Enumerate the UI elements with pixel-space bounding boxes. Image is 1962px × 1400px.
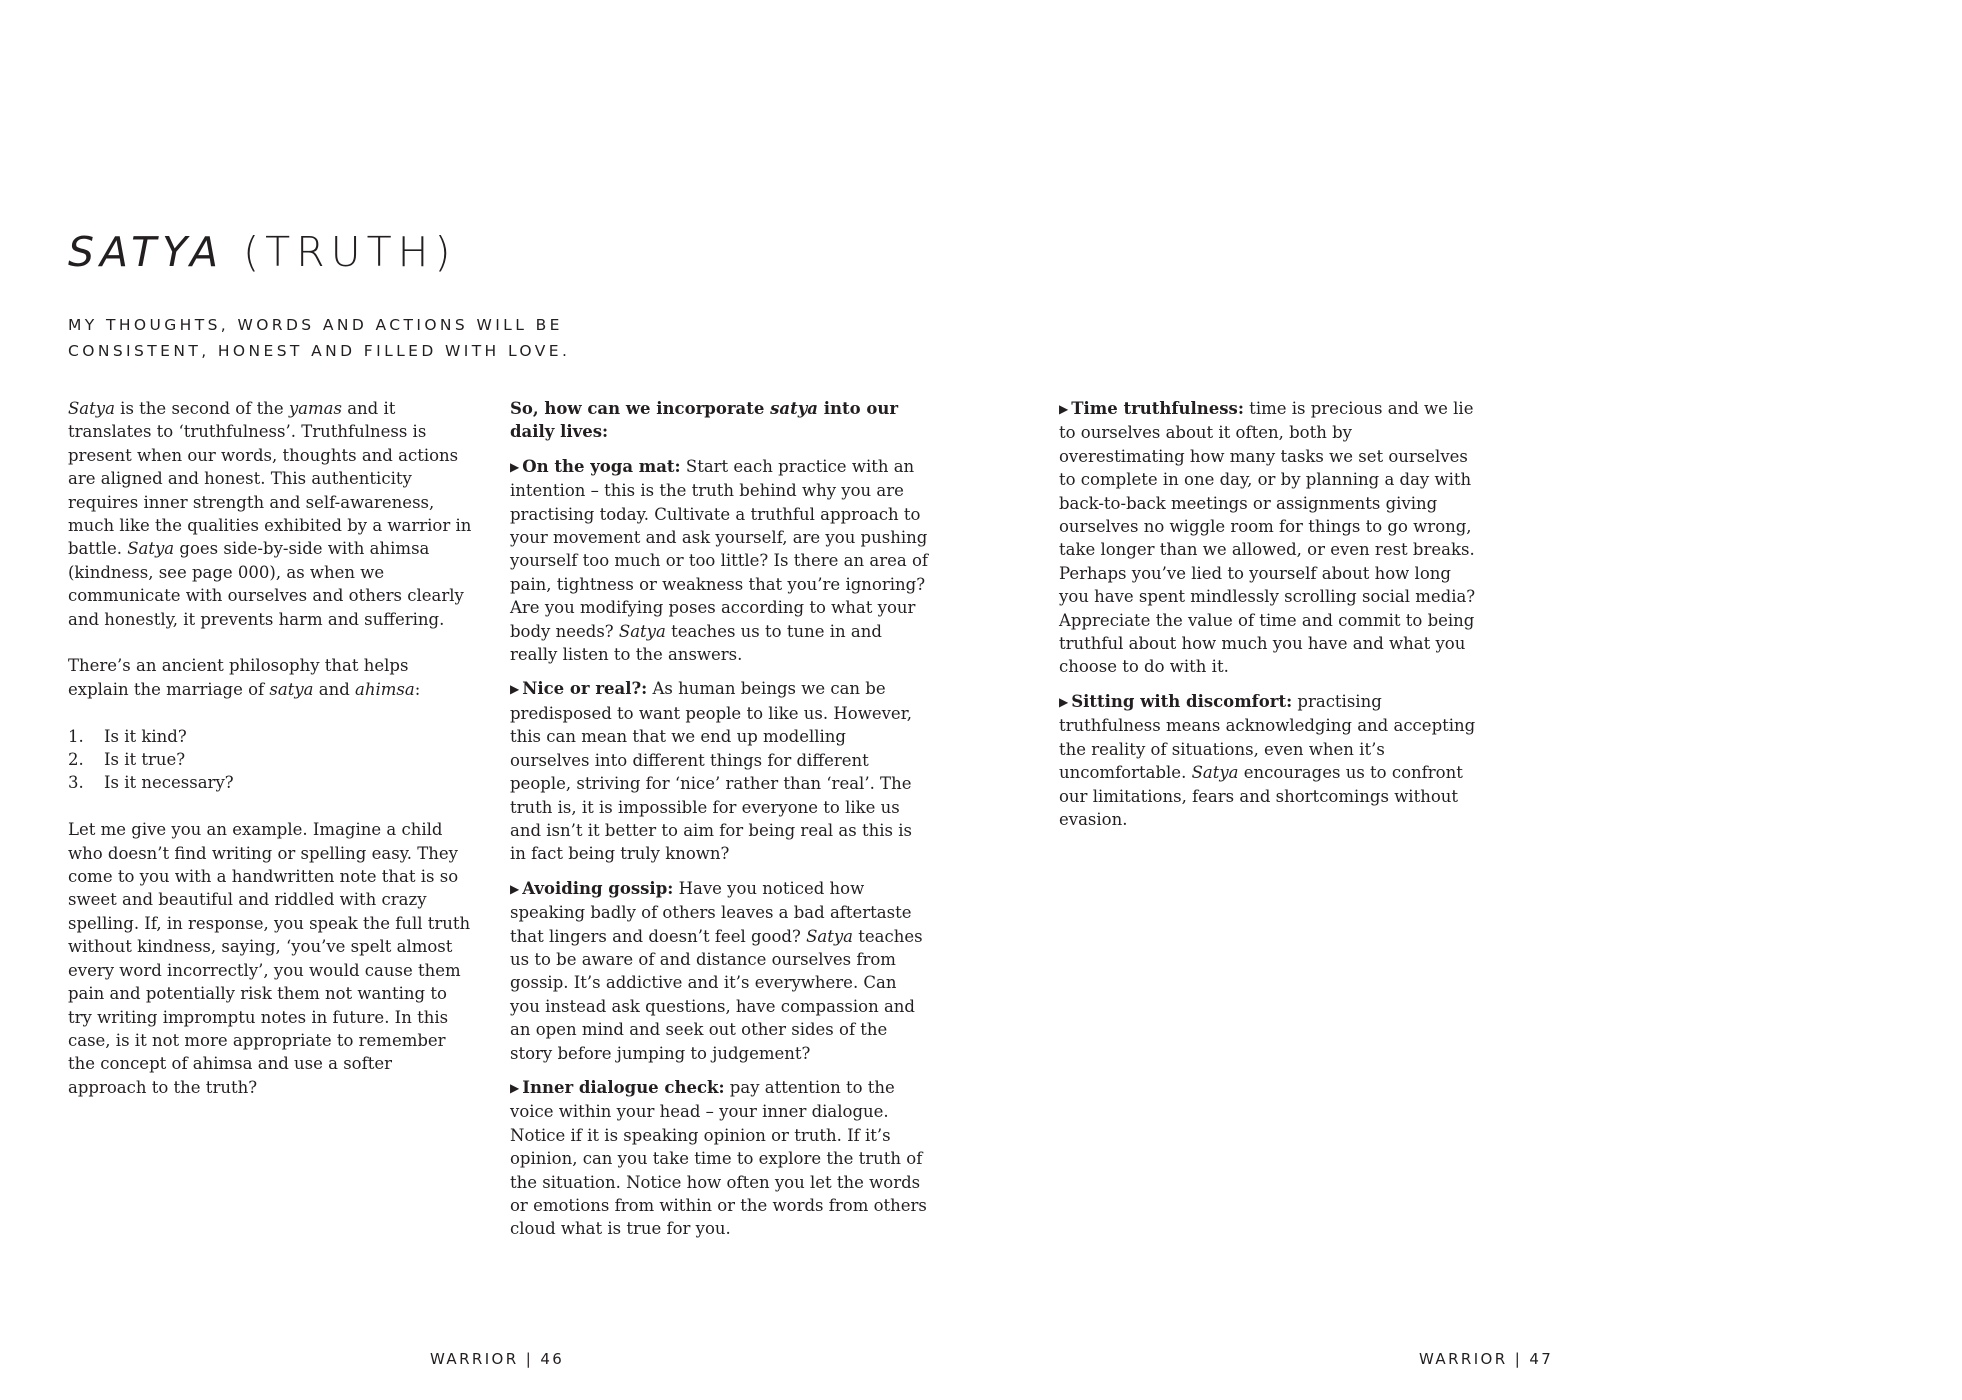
text-span: As human beings we can be predisposed to want people to like us. However, this can mean that we end up modelling ourselves into different things for different people, striving for ‘nice’ rather than ‘real’. The truth is, it is impossible for everyone to like us and isn’t it better to aim for being real as this is in fact being truly known? (510, 679, 913, 864)
text-span: and (313, 679, 356, 699)
list-item (68, 725, 473, 748)
list-item (68, 748, 473, 771)
right-page (981, 0, 1962, 1400)
bullet-lead: Inner dialogue check: (522, 1077, 725, 1097)
column-1 (68, 397, 473, 1099)
bullet-lead: Sitting with discomfort: (1071, 691, 1293, 711)
list-text: Is it true? (104, 750, 186, 770)
list-text: Is it necessary? (104, 773, 234, 793)
text-span: : (414, 679, 421, 699)
term-satya: Satya (806, 926, 854, 946)
text-span: teaches us to tune in and really listen to the answers. (510, 621, 882, 665)
term-yamas: yamas (288, 399, 342, 418)
bullet-lead: Avoiding gossip: (522, 878, 674, 898)
bullet-lead: Nice or real?: (522, 679, 648, 699)
bullet-inner-dialogue (510, 1076, 930, 1241)
section-heading (510, 397, 930, 444)
bullet-sitting-with-discomfort (1059, 690, 1479, 831)
bullet-time-truthfulness (1059, 397, 1479, 679)
text-span: practising truthfulness means acknowledging and accepting the reality of situations, even when it’s uncomfortable. (1059, 691, 1476, 783)
text-span: is the second of the (114, 399, 289, 418)
subtitle-line-1: MY THOUGHTS, WORDS AND ACTIONS WILL BE (68, 316, 563, 334)
term-satya: satya (770, 399, 818, 418)
text-span: goes side-by-side with ahimsa (kindness, see page 000), as when we communicate with ourselves and others clearly and honestly, it prevents harm and suffering. (68, 539, 464, 629)
triangle-bullet-icon: ▶ (510, 459, 520, 474)
text-span: and it translates to ‘truthfulness’. Truthfulness is present when our words, thoughts and actions are aligned and honest. This authenticity requires inner strength and self-awareness, much like the qualities exhibited by a warrior in battle. (68, 399, 472, 559)
page-title (68, 228, 457, 276)
triangle-bullet-icon: ▶ (1059, 694, 1069, 709)
list-number: 2. (68, 750, 84, 770)
list-item (68, 771, 473, 794)
page-subtitle (68, 312, 570, 364)
numbered-list (68, 725, 473, 795)
bullet-yoga-mat (510, 455, 930, 667)
subtitle-line-2: CONSISTENT, HONEST AND FILLED WITH LOVE. (68, 342, 571, 360)
term-satya: satya (269, 679, 314, 699)
text-span: Have you noticed how speaking badly of others leaves a bad aftertaste that lingers and doesn’t feel good? (510, 878, 912, 946)
list-number: 1. (68, 726, 84, 746)
title-rest: (TRUTH) (243, 228, 457, 276)
text-span: into our daily lives: (510, 399, 899, 442)
title-italic: SATYA (68, 228, 225, 276)
bullet-lead: On the yoga mat: (522, 456, 681, 476)
column-3 (1059, 397, 1479, 831)
term-satya: Satya (618, 621, 666, 641)
term-satya: Satya (68, 399, 115, 418)
list-text: Is it kind? (104, 726, 187, 746)
text-span: pay attention to the voice within your head – your inner dialogue. Notice if it is speaking opinion or truth. If it’s opinion, can you take time to explore the truth of the situation. Notice how often you let the words or emotions from within or the words from others cloud what is true for you. (510, 1077, 927, 1239)
term-satya: Satya (1191, 763, 1239, 783)
bullet-avoiding-gossip (510, 877, 930, 1065)
text-span: So, how can we incorporate (510, 399, 771, 418)
bullet-nice-or-real (510, 677, 930, 865)
example-paragraph: Let me give you an example. Imagine a child who doesn’t find writing or spelling easy. They come to you with a handwritten note that is so sweet and beautiful and riddled with crazy spelling. If, in response, you speak the full truth without kindness, saying, ‘you’ve spelt almost every word incorrectly’, you would cause them pain and potentially risk them not wanting to try writing impromptu notes in future. In this case, is it not more appropriate to remember the concept of ahimsa and use a softer approach to the truth? (68, 820, 471, 1097)
text-span: teaches us to be aware of and distance ourselves from gossip. It’s addictive and it’s everywhere. Can you instead ask questions, have compassion and an open mind and seek out other sides of the story before jumping to judgement? (510, 926, 923, 1063)
text-span: encourages us to confront our limitations, fears and shortcomings without evasion. (1059, 763, 1463, 829)
intro-paragraph (68, 397, 473, 631)
list-number: 3. (68, 773, 84, 793)
text-span: Start each practice with an intention – this is the truth behind why you are practising today. Cultivate a truthful approach to your movement and ask yourself, are you pushing yourself too much or too little? Is there an area of pain, tightness or weakness that you’re ignoring? Are you modifying poses according to what your body needs? (510, 456, 928, 641)
footer-right-folio: WARRIOR | 47 (1419, 1350, 1554, 1368)
triangle-bullet-icon: ▶ (510, 682, 520, 697)
text-span: time is precious and we lie to ourselves about it often, both by overestimating how many tasks we set ourselves to complete in one day, or by planning a day with back-to-back meetings or assignments giving ourselves no wiggle room for things to go wrong, take longer than we allowed, or even rest breaks. Perhaps you’ve lied to yourself about how long you have spent mindlessly scrolling social media? Appreciate the value of time and commit to being truthful about how much you have and what you choose to do with it. (1059, 399, 1476, 677)
triangle-bullet-icon: ▶ (510, 881, 520, 896)
term-satya: Satya (127, 539, 175, 559)
philosophy-paragraph (68, 654, 473, 701)
triangle-bullet-icon: ▶ (510, 1080, 520, 1095)
triangle-bullet-icon: ▶ (1059, 402, 1069, 416)
bullet-lead: Time truthfulness: (1071, 399, 1244, 418)
text-span: There’s an ancient philosophy that helps explain the marriage of (68, 656, 409, 699)
footer-left-folio: WARRIOR | 46 (430, 1350, 565, 1368)
term-ahimsa: ahimsa (355, 679, 415, 699)
column-2 (510, 397, 930, 1241)
